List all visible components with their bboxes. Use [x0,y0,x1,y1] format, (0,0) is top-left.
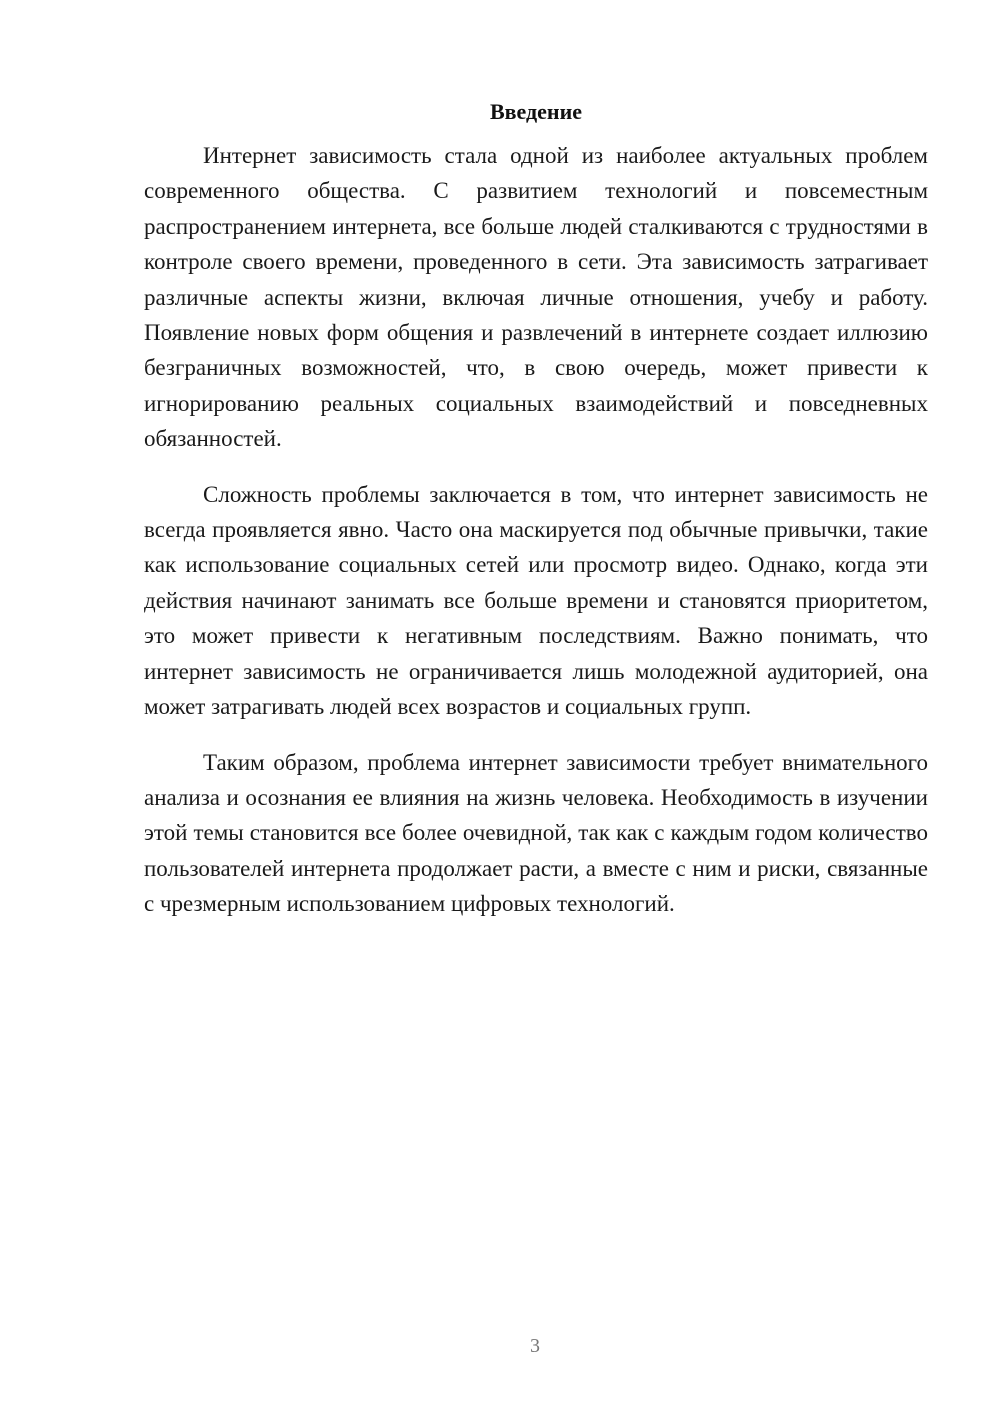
page-content [144,96,928,942]
paragraph-2: Сложность проблемы заключается в том, что интернет зависимость не всегда проявляется явно. Часто она маскируется под обычные привычки, такие как использование социальных сетей или просмотр видео. Однако, когда эти действия начинают занимать все больше времени и становятся приоритетом, это может привести к негативным последствиям. Важно понимать, что интернет зависимость не ограничивается лишь молодежной аудиторией, она может затрагивать людей всех возрастов и социальных групп. [144,481,928,720]
paragraph-1: Интернет зависимость стала одной из наиболее актуальных проблем современного общества. С развитием технологий и повсеместным распространением интернета, все больше людей сталкиваются с трудностями в контроле своего времени, проведенного в сети. Эта зависимость затрагивает различные аспекты жизни, включая личные отношения, учебу и работу. Появление новых форм общения и развлечений в интернете создает иллюзию безграничных возможностей, что, в свою очередь, может привести к игнорированию реальных социальных взаимодействий и повседневных обязанностей. [144,143,928,452]
page-number: 3 [530,1335,540,1357]
section-title: Введение [489,99,583,124]
paragraph-3: Таким образом, проблема интернет зависимости требует внимательного анализа и осознания ее влияния на жизнь человека. Необходимость в изучении этой темы становится все более очевидной, так как с каждым годом количество пользователей интернета продолжает расти, а вместе с ним и риски, связанные с чрезмерным использованием цифровых технологий. [144,749,928,917]
